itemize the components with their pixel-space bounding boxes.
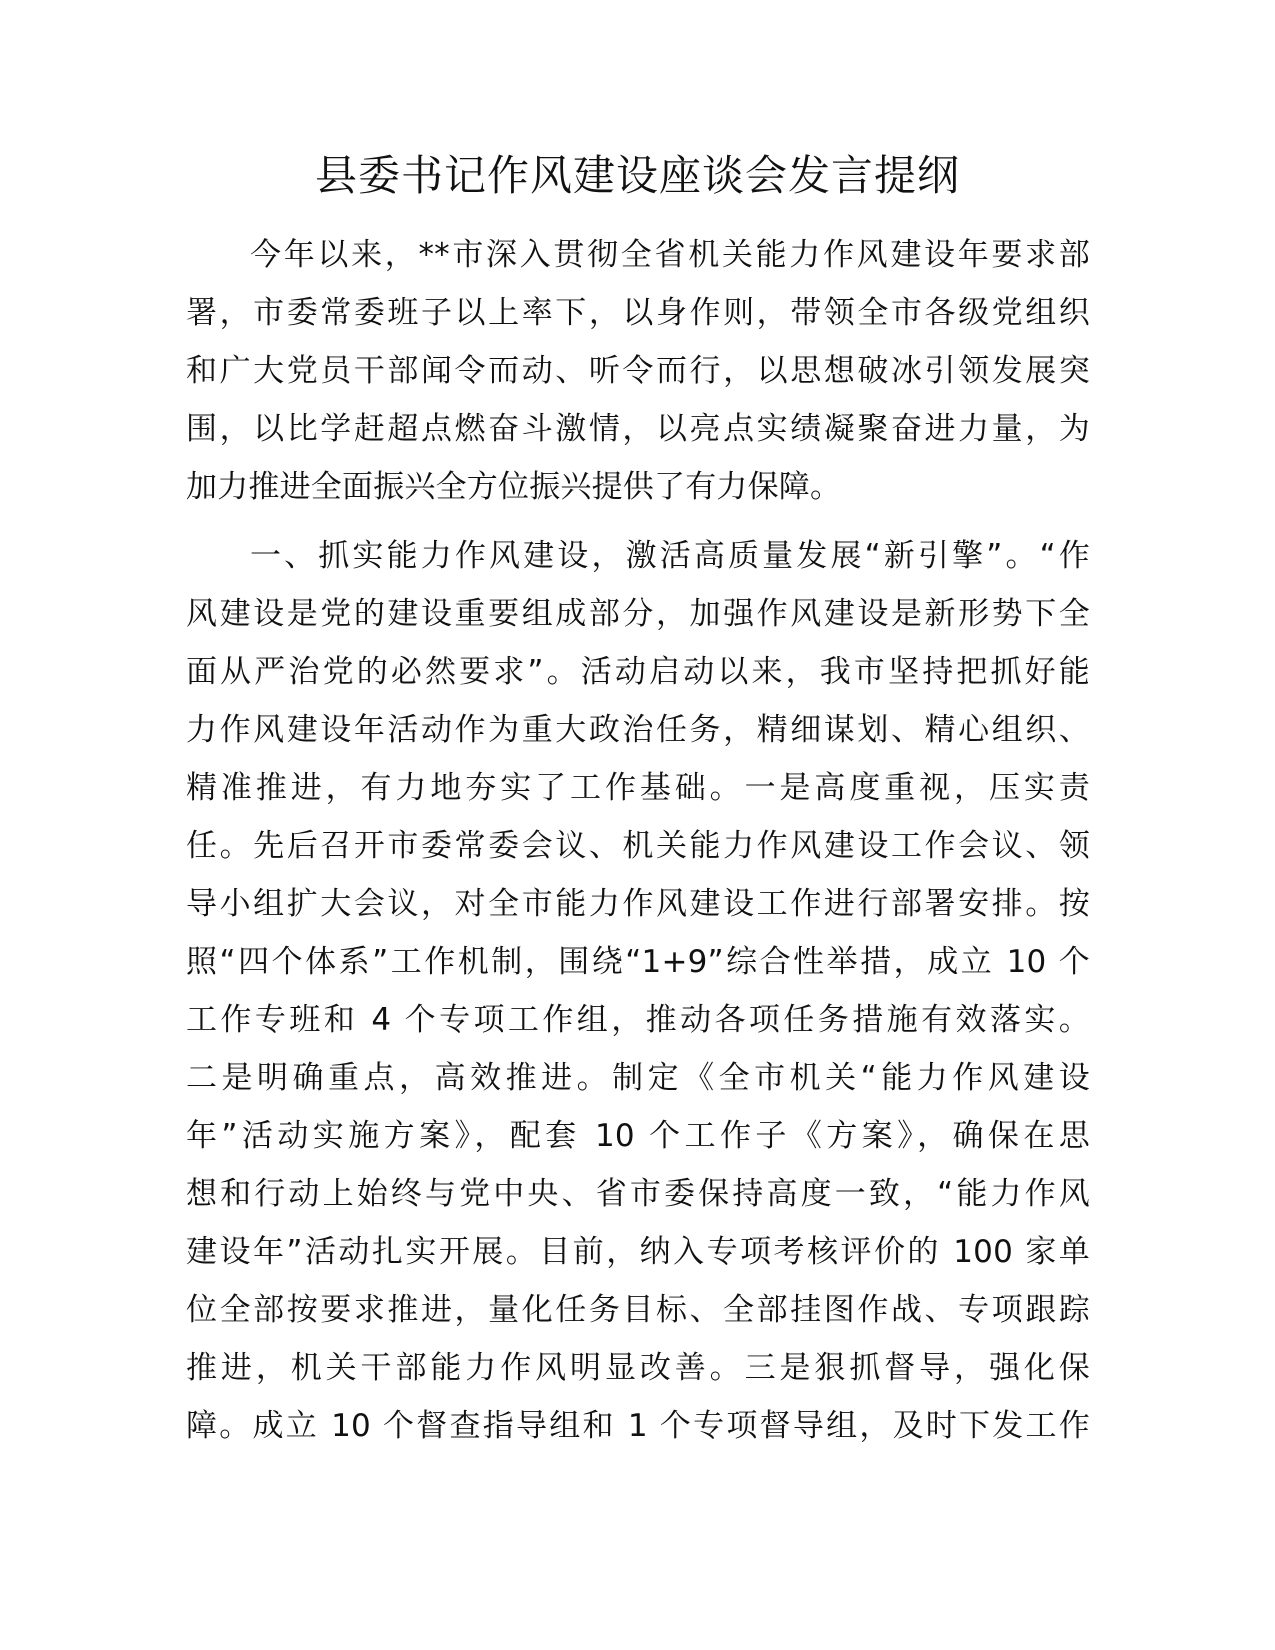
text-line: 力作风建设年活动作为重大政治任务，精细谋划、精心组织、 xyxy=(186,712,1090,748)
paragraph-intro xyxy=(186,226,1090,516)
text-line: 精准推进，有力地夯实了工作基础。一是高度重视，压实责 xyxy=(186,770,1090,806)
text-line: 和广大党员干部闻令而动、听令而行，以思想破冰引领发展突 xyxy=(186,353,1090,389)
text-line: 导小组扩大会议，对全市能力作风建设工作进行部署安排。按 xyxy=(186,886,1090,922)
text-line: 一、抓实能力作风建设，激活高质量发展“新引擎”。“作 xyxy=(250,538,1090,574)
text-line: 风建设是党的建设重要组成部分，加强作风建设是新形势下全 xyxy=(186,596,1090,632)
paragraph-section-one xyxy=(186,527,1090,1455)
text-line: 推进，机关干部能力作风明显改善。三是狠抓督导，强化保 xyxy=(186,1350,1090,1386)
text-line: 署，市委常委班子以上率下，以身作则，带领全市各级党组织 xyxy=(186,295,1090,331)
text-line: 位全部按要求推进，量化任务目标、全部挂图作战、专项跟踪 xyxy=(186,1292,1090,1328)
text-line: 想和行动上始终与党中央、省市委保持高度一致，“能力作风 xyxy=(186,1176,1090,1212)
text-line: 任。先后召开市委常委会议、机关能力作风建设工作会议、领 xyxy=(186,828,1090,864)
document-title: 县委书记作风建设座谈会发言提纲 xyxy=(314,151,960,200)
text-line: 障。成立 10 个督查指导组和 1 个专项督导组，及时下发工作 xyxy=(186,1408,1090,1444)
text-line: 围，以比学赶超点燃奋斗激情，以亮点实绩凝聚奋进力量，为 xyxy=(186,411,1090,447)
text-line: 二是明确重点，高效推进。制定《全市机关“能力作风建设 xyxy=(186,1060,1090,1096)
text-line: 建设年”活动扎实开展。目前，纳入专项考核评价的 100 家单 xyxy=(186,1234,1090,1270)
text-line: 面从严治党的必然要求”。活动启动以来，我市坚持把抓好能 xyxy=(186,654,1090,690)
text-line: 今年以来，**市深入贯彻全省机关能力作风建设年要求部 xyxy=(250,237,1090,273)
text-line: 年”活动实施方案》，配套 10 个工作子《方案》，确保在思 xyxy=(186,1118,1090,1154)
text-line: 工作专班和 4 个专项工作组，推动各项任务措施有效落实。 xyxy=(186,1002,1090,1038)
text-line: 照“四个体系”工作机制，围绕“1+9”综合性举措，成立 10 个 xyxy=(186,944,1090,980)
text-line: 加力推进全面振兴全方位振兴提供了有力保障。 xyxy=(186,469,842,505)
